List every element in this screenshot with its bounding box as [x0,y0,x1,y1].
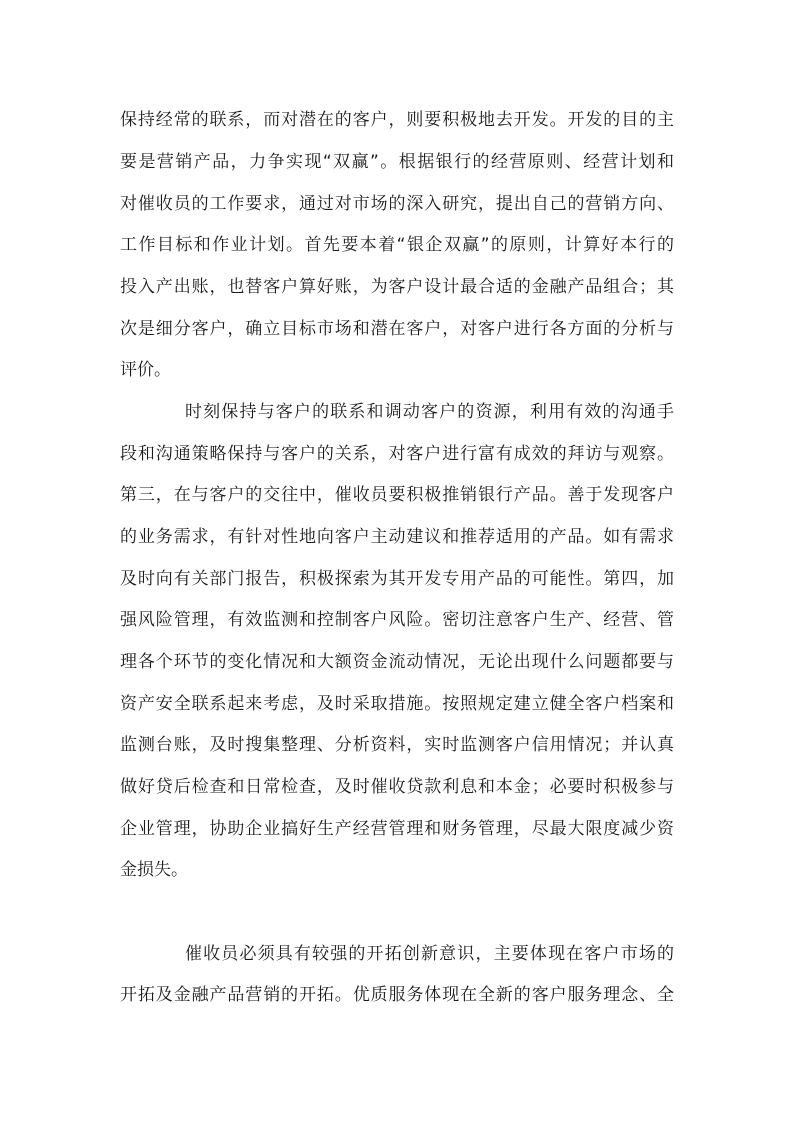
text-line: 金损失。 [120,860,188,880]
text-line: 保持经常的联系，而对潜在的客户，则要积极地去开发。开发的目的主 [120,110,674,130]
text-line: 投入产出账，也替客户算好账，为客户设计最合适的金融产品组合；其 [120,277,674,297]
text-line: 的业务需求，有针对性地向客户主动建议和推荐适用的产品。如有需求 [120,527,674,547]
text-line: 监测台账，及时搜集整理、分析资料，实时监测客户信用情况；并认真 [120,735,674,755]
text-line-indented: 催收员必须具有较强的开拓创新意识，主要体现在客户市场的 [185,944,674,964]
text-line: 评价。 [120,360,171,380]
text-line: 企业管理，协助企业搞好生产经营管理和财务管理，尽最大限度减少资 [120,819,674,839]
text-line: 次是细分客户，确立目标市场和潜在客户，对客户进行各方面的分析与 [120,319,674,339]
text-line: 第三，在与客户的交往中，催收员要积极推销银行产品。善于发现客户 [120,485,674,505]
text-line-indented: 时刻保持与客户的联系和调动客户的资源，利用有效的沟通手 [185,402,674,422]
text-line: 段和沟通策略保持与客户的关系，对客户进行富有成效的拜访与观察。 [120,444,674,464]
text-line: 资产安全联系起来考虑，及时采取措施。按照规定建立健全客户档案和 [120,694,674,714]
text-line: 做好贷后检查和日常检查，及时催收贷款利息和本金；必要时积极参与 [120,777,674,797]
text-line: 开拓及金融产品营销的开拓。优质服务体现在全新的客户服务理念、全 [120,985,674,1005]
text-line: 理各个环节的变化情况和大额资金流动情况，无论出现什么问题都要与 [120,652,674,672]
text-line: 要是营销产品，力争实现“双赢”。根据银行的经营原则、经营计划和 [120,152,674,172]
text-line: 对催收员的工作要求，通过对市场的深入研究，提出自己的营销方向、 [120,194,674,214]
text-line: 强风险管理，有效监测和控制客户风险。密切注意客户生产、经营、管 [120,610,674,630]
text-line: 工作目标和作业计划。首先要本着“银企双赢”的原则，计算好本行的 [120,235,674,255]
text-line: 及时向有关部门报告，积极探索为其开发专用产品的可能性。第四，加 [120,569,674,589]
